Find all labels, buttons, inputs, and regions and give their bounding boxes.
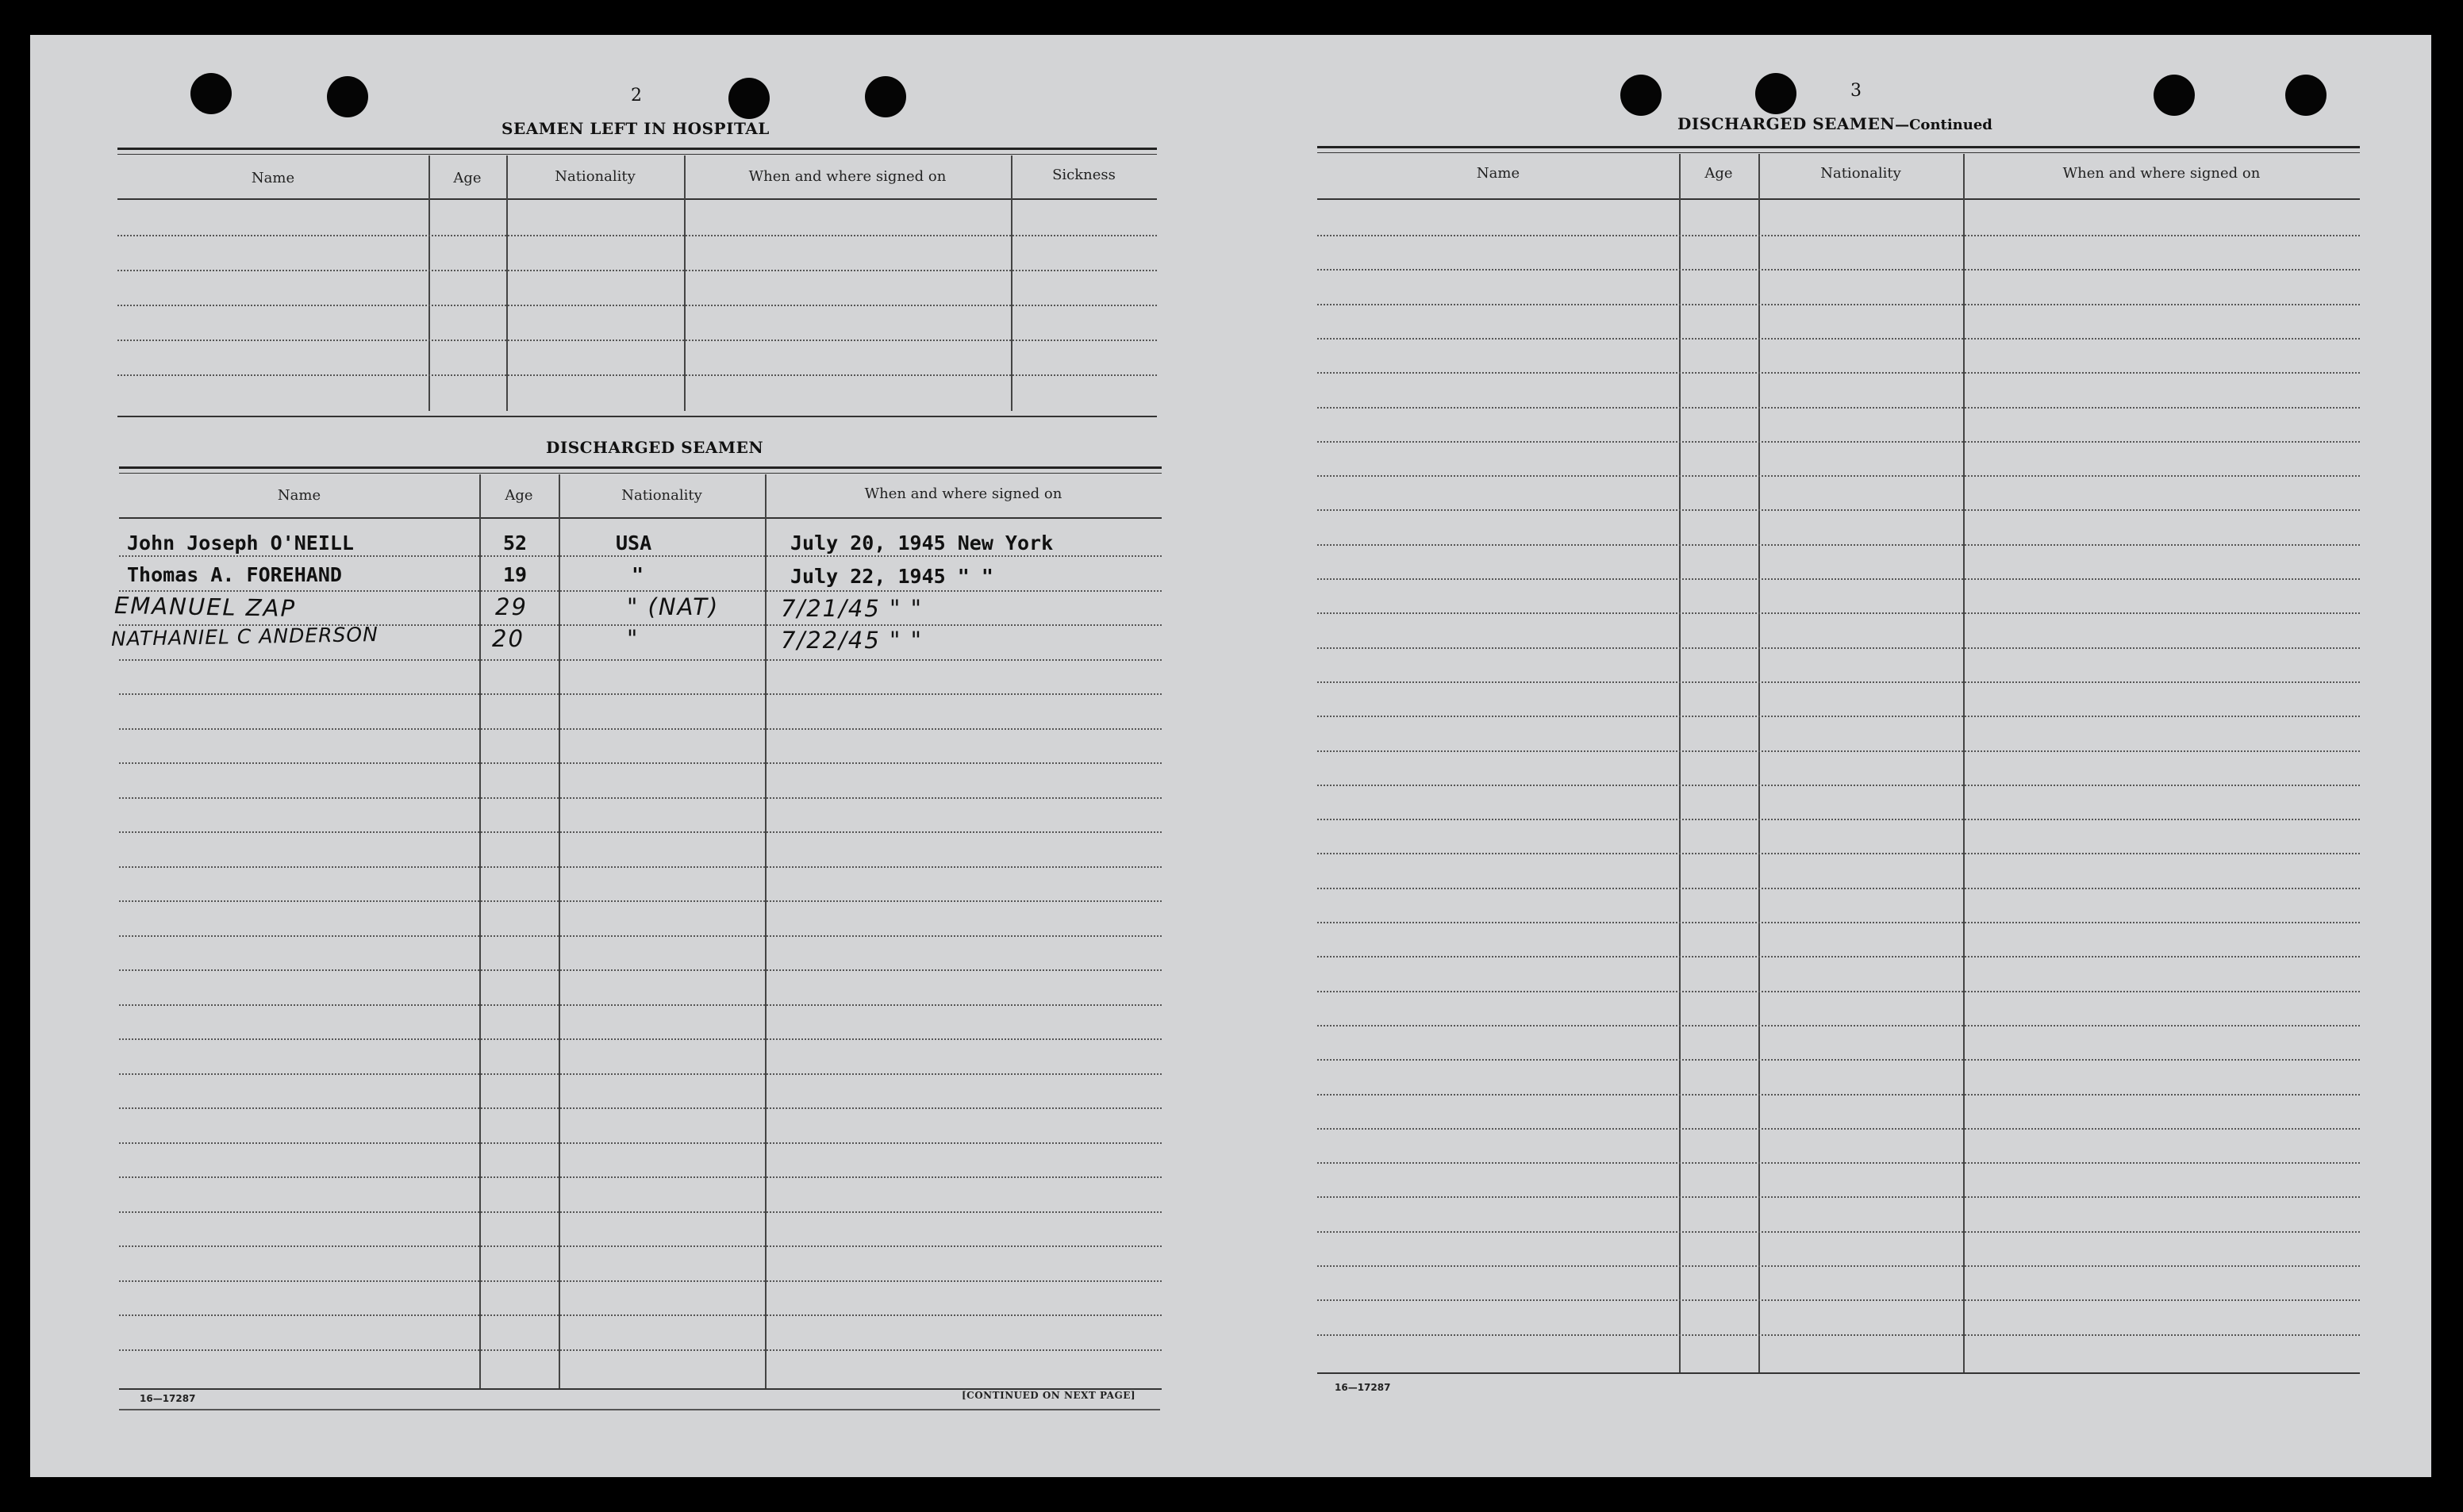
form-number-left: 16—17287 (140, 1393, 196, 1404)
seaman-signed-on: July 22, 1945 " " (790, 565, 993, 588)
ruled-line (119, 1038, 1162, 1040)
ruled-line (119, 728, 1162, 730)
right-col-nationality: Nationality (1820, 165, 1901, 182)
seaman-age: 29 (495, 593, 528, 620)
ruled-line (1317, 1299, 2360, 1301)
ruled-line (119, 1176, 1162, 1178)
ruled-line (1317, 1059, 2360, 1061)
ruled-line (119, 1004, 1162, 1006)
title-main: DISCHARGED SEAMEN (1677, 114, 1896, 133)
ruled-line (1317, 647, 2360, 649)
ruled-line (1317, 441, 2360, 443)
ruled-line (1317, 1334, 2360, 1336)
ruled-line (1317, 1025, 2360, 1027)
punch-hole (728, 78, 770, 119)
seaman-age: 52 (503, 532, 528, 555)
seaman-signed-on: 7/22/45 " " (781, 627, 923, 654)
ruled-line (1317, 304, 2360, 305)
punch-hole (865, 76, 906, 117)
ruled-line (1317, 269, 2360, 271)
seaman-nationality: " (627, 625, 640, 652)
ruled-line (1317, 475, 2360, 477)
seaman-name: Thomas A. FOREHAND (127, 563, 342, 586)
ruled-line (119, 1245, 1162, 1247)
punch-hole (1620, 75, 1662, 116)
seaman-signed-on: July 20, 1945 New York (790, 532, 1054, 555)
discharged-continued-title (1677, 114, 1992, 133)
ruled-line (119, 1142, 1162, 1144)
seaman-signed-on: 7/21/45 " " (781, 595, 923, 622)
ruled-line (119, 1073, 1162, 1075)
ruled-line (1317, 991, 2360, 992)
right-col-age: Age (1704, 165, 1733, 182)
ruled-line (1317, 1196, 2360, 1198)
ruled-line (119, 1107, 1162, 1109)
hospital-section-title: SEAMEN LEFT IN HOSPITAL (501, 119, 770, 138)
hospital-col-name: Name (251, 170, 295, 186)
ruled-line (119, 659, 1162, 661)
ruled-line (119, 590, 1162, 592)
ruled-line (119, 969, 1162, 971)
ruled-line (1317, 407, 2360, 409)
ruled-line (119, 797, 1162, 799)
ruled-line (1317, 578, 2360, 580)
right-col-name: Name (1476, 165, 1520, 182)
discharged-section-title: DISCHARGED SEAMEN (546, 438, 764, 457)
ruled-line (119, 693, 1162, 695)
discharged-table-left (110, 466, 1162, 1388)
ruled-line (1317, 235, 2360, 236)
discharged-col-name: Name (277, 487, 321, 504)
seaman-nationality: USA (616, 532, 652, 555)
hospital-col-sickness: Sickness (1052, 167, 1116, 183)
punch-hole (190, 73, 232, 114)
hospital-table (117, 148, 1157, 420)
seaman-nationality: " (632, 563, 644, 586)
ruled-line (1317, 544, 2360, 546)
ruled-line (119, 762, 1162, 764)
punch-hole (2285, 75, 2327, 116)
discharged-col-nationality: Nationality (621, 487, 702, 504)
ruled-line (1317, 1094, 2360, 1096)
ruled-line (1317, 509, 2360, 511)
ruled-line (1317, 716, 2360, 717)
ruled-line (119, 555, 1162, 557)
ruled-line (1317, 853, 2360, 854)
ruled-line (1317, 338, 2360, 340)
ruled-line (1317, 1231, 2360, 1233)
ruled-line (1317, 785, 2360, 786)
ruled-line (119, 1211, 1162, 1213)
seaman-age: 19 (503, 563, 528, 586)
ruled-line (1317, 750, 2360, 752)
title-continued: —Continued (1895, 117, 1992, 133)
ruled-line (119, 831, 1162, 833)
discharged-col-age: Age (505, 487, 533, 504)
ruled-line (1317, 819, 2360, 820)
ruled-line (1317, 922, 2360, 923)
ruled-line (119, 866, 1162, 868)
hospital-col-age: Age (453, 170, 482, 186)
punch-hole (327, 76, 368, 117)
ruled-line (1317, 1128, 2360, 1130)
discharged-table-right (1317, 146, 2360, 1372)
ruled-line (1317, 612, 2360, 614)
hospital-col-nationality: Nationality (555, 168, 636, 185)
punch-hole (2154, 75, 2195, 116)
seaman-age: 20 (492, 625, 524, 652)
seaman-name: John Joseph O'NEILL (127, 532, 354, 555)
right-col-signed-on: When and where signed on (2062, 165, 2261, 182)
page-number-right: 3 (1850, 81, 1862, 101)
ruled-line (119, 935, 1162, 937)
ruled-line (1317, 888, 2360, 889)
page-number-left: 2 (631, 86, 642, 106)
punch-hole (1755, 73, 1796, 114)
ruled-line (119, 900, 1162, 902)
form-number-right: 16—17287 (1335, 1382, 1391, 1393)
ruled-line (1317, 1265, 2360, 1267)
seaman-nationality: " (NAT) (627, 593, 720, 620)
ruled-line (1317, 681, 2360, 683)
ruled-line (119, 1349, 1162, 1351)
seaman-name: NATHANIEL C ANDERSON (110, 623, 379, 650)
discharged-col-signed-on: When and where signed on (864, 485, 1062, 502)
hospital-col-signed-on: When and where signed on (748, 168, 947, 185)
ruled-line (1317, 1162, 2360, 1164)
ruled-line (119, 1280, 1162, 1282)
continued-note: [CONTINUED ON NEXT PAGE] (962, 1390, 1136, 1401)
ruled-line (1317, 956, 2360, 957)
seaman-name: EMANUEL ZAP (113, 592, 297, 622)
ruled-line (119, 1314, 1162, 1316)
ruled-line (1317, 372, 2360, 374)
